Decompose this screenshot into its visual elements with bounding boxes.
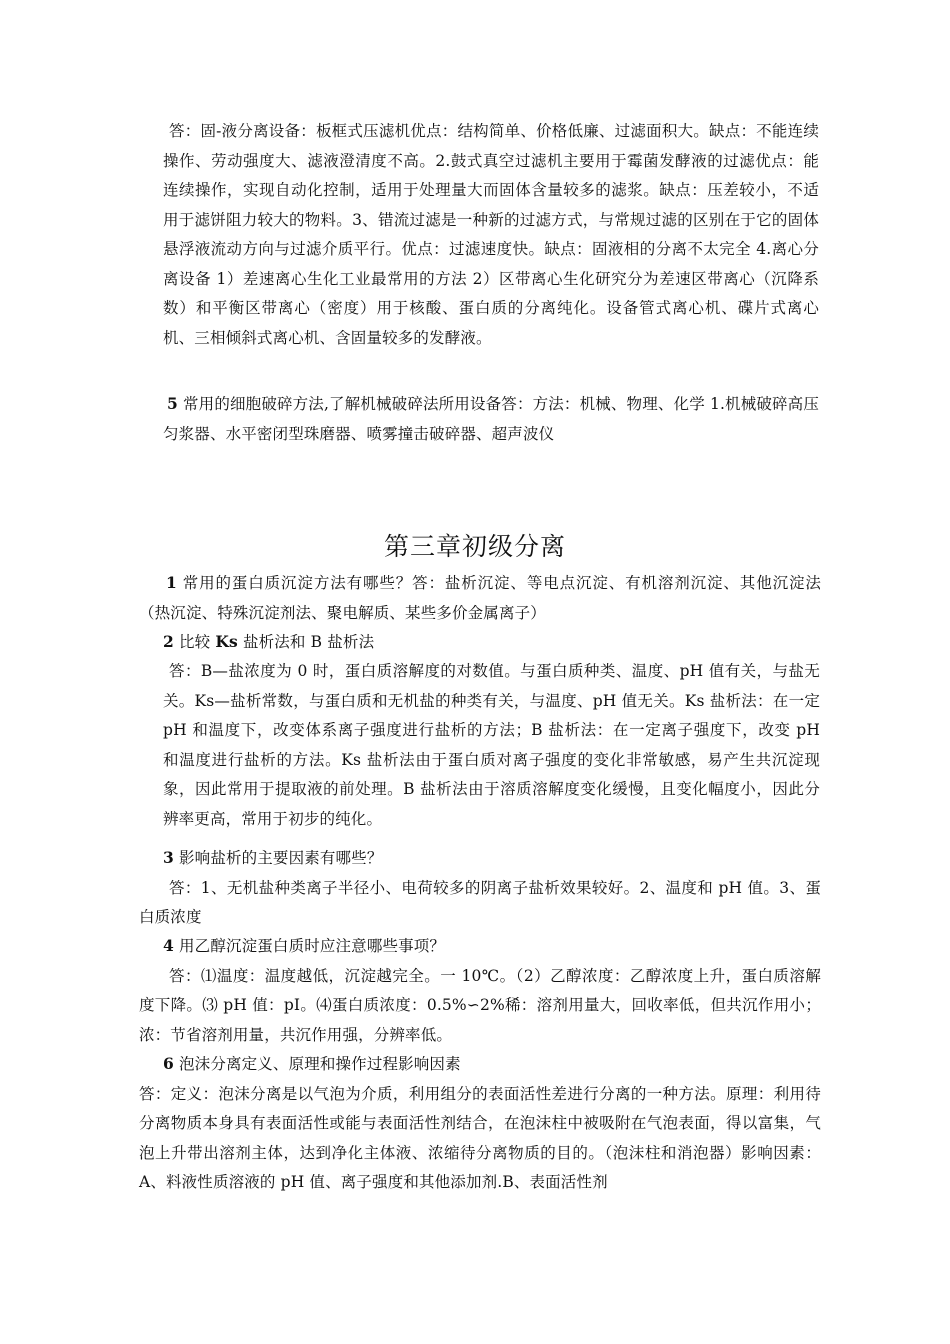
question-3-title xyxy=(139,843,821,874)
question-text-rest: 盐析法和 B 盐析法 xyxy=(237,633,375,651)
question-2-block xyxy=(139,627,821,658)
question-3-block xyxy=(139,843,821,933)
question-6-answer: 答：定义：泡沫分离是以气泡为介质，利用组分的表面活性差进行分离的一种方法。原理：利用待分离物质本身具有表面活性或能与表面活性剂结合，在泡沫柱中被吸附在气泡表面，得以富集，气泡上升带出溶剂主体，达到净化主体液、浓缩待分离物质的目的。（泡沫柱和消泡器）影响因素：A、料液性质溶液的 pH 值、离子强度和其他添加剂.B、表面活性剂 xyxy=(139,1084,821,1191)
question-number: 3 xyxy=(163,848,174,867)
ks-term: Ks xyxy=(215,632,238,651)
question-3-answer: 答：1、无机盐种类离子半径小、电荷较多的阴离子盐析效果较好。2、温度和 pH 值。3、蛋白质浓度 xyxy=(139,878,821,926)
question-4-title xyxy=(139,931,821,962)
chapter-title: 第三章初级分离 xyxy=(383,532,566,561)
question-text: 常用的蛋白质沉淀方法有哪些？答：盐析沉淀、等电点沉淀、有机溶剂沉淀、其他沉淀法（热沉淀、特殊沉淀剂法、聚电解质、某些多价金属离子） xyxy=(139,574,821,622)
question-6-title xyxy=(139,1049,821,1080)
question-text: 用乙醇沉淀蛋白质时应注意哪些事项？ xyxy=(173,937,446,955)
question-number: 4 xyxy=(163,936,174,955)
question-2-title xyxy=(139,627,821,658)
question-2-answer-block xyxy=(163,657,820,834)
question-text: 常用的细胞破碎方法,了解机械破碎法所用设备答：方法：机械、物理、化学 1.机械破碎高压匀浆器、水平密闭型珠磨器、喷雾撞击破碎器、超声波仪 xyxy=(163,395,819,443)
question-6-block xyxy=(139,1049,821,1198)
question-2-answer: 答：B—盐浓度为 0 时，蛋白质溶解度的对数值。与蛋白质种类、温度、pH 值有关，与盐无关。Ks—盐析常数，与蛋白质和无机盐的种类有关，与温度、pH 值无关。Ks 盐析法：在一定 pH 和温度下，改变体系离子强度进行盐析的方法；B 盐析法：在一定离子强度下，改变 pH 和温度进行盐析的方法。Ks 盐析法由于蛋白质对离子强度的变化非常敏感，易产生共沉淀现象，因此常用于提取液的前处理。B 盐析法由于溶质溶解度变化缓慢，且变化幅度小，因此分辨率更高，常用于初步的纯化。 xyxy=(163,662,820,828)
question-text: 比较 xyxy=(173,633,216,651)
question-5 xyxy=(163,389,819,449)
question-4-block xyxy=(139,931,821,1050)
question-4-answer: 答：⑴温度：温度越低，沉淀越完全。一 10℃。（2）乙醇浓度：乙醇浓度上升，蛋白质溶解度下降。⑶ pH 值：pI。⑷蛋白质浓度：0.5%∽2%稀：溶剂用量大，回收率低，但共沉作用小；浓：节省溶剂用量，共沉作用强，分辨率低。 xyxy=(139,966,821,1044)
question-1 xyxy=(139,568,821,628)
question-number: 1 xyxy=(166,573,177,592)
question-number: 2 xyxy=(163,632,174,651)
question-text: 泡沫分离定义、原理和操作过程影响因素 xyxy=(173,1055,461,1073)
question-5-block xyxy=(163,389,819,449)
question-text: 影响盐析的主要因素有哪些？ xyxy=(173,849,383,867)
question-1-block xyxy=(139,568,821,628)
question-number: 5 xyxy=(167,394,178,413)
equipment-answer-text: 答：固-液分离设备：板框式压滤机优点：结构简单、价格低廉、过滤面积大。缺点：不能连续操作、劳动强度大、滤液澄清度不高。2.鼓式真空过滤机主要用于霉菌发酵液的过滤优点：能连续操作，实现自动化控制，适用于处理量大而固体含量较多的滤浆。缺点：压差较小，不适用于滤饼阻力较大的物料。3、错流过滤是一种新的过滤方式，与常规过滤的区别在于它的固体悬浮液流动方向与过滤介质平行。优点：过滤速度快。缺点：固液相的分离不太完全 4.离心分离设备 1）差速离心生化工业最常用的方法 2）区带离心生化研究分为差速区带离心（沉降系数）和平衡区带离心（密度）用于核酸、蛋白质的分离纯化。设备管式离心机、碟片式离心机、三相倾斜式离心机、含固量较多的发酵液。 xyxy=(163,122,819,347)
question-number: 6 xyxy=(163,1054,174,1073)
equipment-answer-block xyxy=(163,117,819,353)
